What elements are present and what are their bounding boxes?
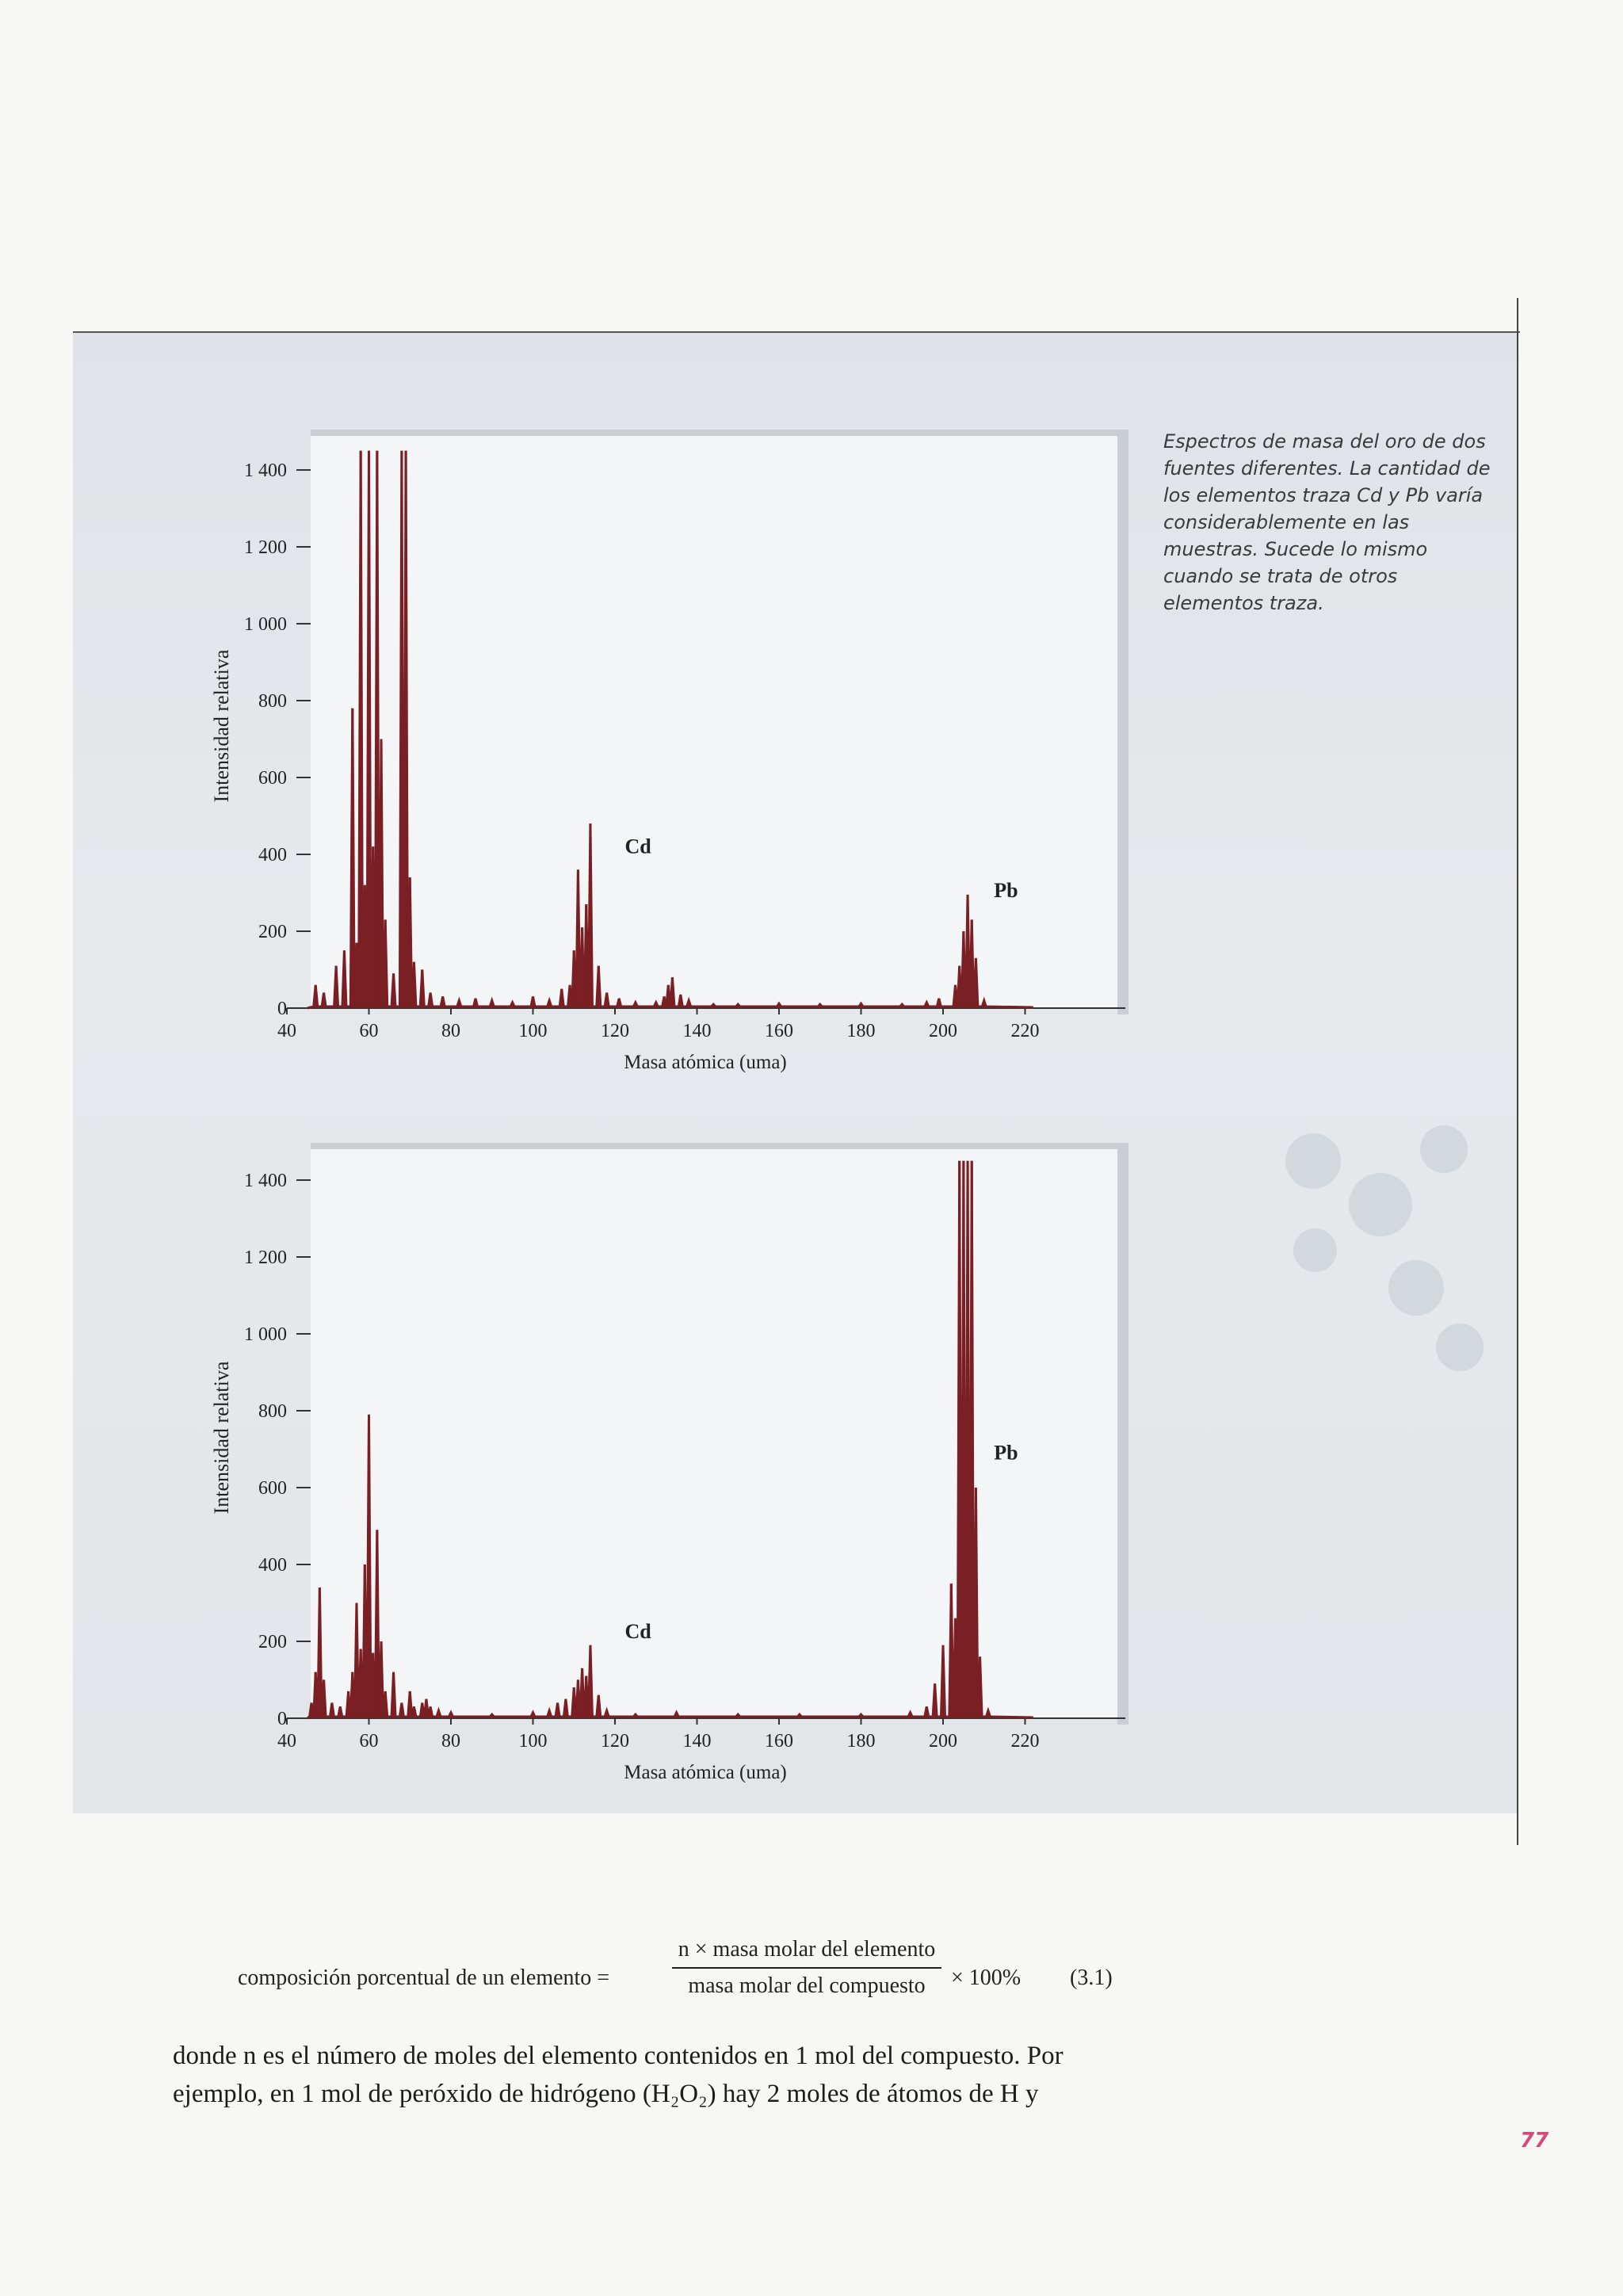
x-tick-label: 200 [929,1021,957,1041]
plot-frame-edge [1117,436,1128,1014]
y-tick-label: 800 [258,1401,287,1422]
y-tick-label: 1 400 [244,460,287,481]
body-line: donde n es el número de moles del elemento contenidos en 1 mol del compuesto. Por [173,2042,1064,2070]
y-tick-label: 200 [258,922,287,942]
x-tick-label: 100 [518,1731,548,1752]
equation-number: (3.1) [1070,1966,1113,1990]
chart-gold-source-1 [210,430,1128,1073]
x-tick-label: 180 [846,1021,876,1041]
chart-gold-source-2 [210,1143,1128,1783]
x-tick-label: 60 [359,1731,379,1752]
x-tick-label: 180 [846,1731,876,1752]
plot-area [311,1149,1117,1718]
x-tick-label: 160 [765,1021,793,1041]
x-tick-label: 100 [518,1021,548,1041]
peak-annotation: Pb [994,879,1018,903]
equation-lhs: composición porcentual de un elemento = [238,1966,610,1990]
x-tick-label: 200 [929,1731,957,1752]
y-tick-label: 1 200 [244,1247,287,1268]
y-tick-label: 1 000 [244,1324,287,1345]
x-tick-label: 140 [682,1731,712,1752]
x-tick-label: 60 [359,1021,379,1041]
x-tick-label: 140 [682,1021,712,1041]
equation-fraction [672,1934,941,2002]
y-tick-label: 600 [258,768,287,789]
equation-numerator: n × masa molar del elemento [678,1937,936,1962]
body-line: ejemplo, en 1 mol de peróxido de hidrógeno (H₂O₂) hay 2 moles de átomos de H y [173,2080,1039,2108]
equation-rhs: × 100% [951,1966,1022,1990]
y-tick-label: 0 [277,1709,287,1729]
plot-frame-edge [311,430,1128,436]
y-axis-label: Intensidad relativa [210,649,233,803]
y-tick-label: 200 [258,1632,287,1652]
body-paragraph [173,2037,1124,2113]
y-tick-label: 600 [258,1478,287,1499]
x-tick-label: 220 [1010,1021,1040,1041]
x-tick-label: 220 [1010,1731,1040,1752]
equation-denominator: masa molar del compuesto [688,1973,926,1998]
x-tick-label: 80 [441,1021,460,1041]
x-tick-label: 160 [765,1731,793,1752]
y-axis-label: Intensidad relativa [210,1361,233,1515]
y-tick-label: 400 [258,1555,287,1576]
x-axis-label: Masa atómica (uma) [624,1052,787,1073]
peak-annotation: Cd [624,835,651,858]
plot-area [311,436,1117,1008]
y-tick-label: 800 [258,691,287,712]
fraction-bar [672,1967,941,1969]
y-tick-label: 1 000 [244,614,287,635]
y-tick-label: 1 200 [244,537,287,558]
plot-frame-edge [311,1143,1128,1149]
x-tick-label: 120 [601,1021,629,1041]
x-tick-label: 120 [601,1731,629,1752]
figure-caption: Espectros de masa del oro de dos fuentes diferentes. La cantidad de los elementos traza Cd y Pb varía considerablemente en las muestras. Sucede lo mismo cuando se trata de otros elementos traza. [1163,430,1491,614]
plot-frame-edge [1117,1149,1128,1725]
x-axis-label: Masa atómica (uma) [624,1762,787,1783]
y-tick-label: 1 400 [244,1171,287,1191]
y-tick-label: 400 [258,845,287,865]
x-tick-label: 40 [277,1731,296,1752]
y-tick-label: 0 [277,999,287,1019]
page-number: 77 [1520,2129,1549,2153]
peak-annotation: Pb [994,1441,1018,1465]
peak-annotation: Cd [624,1619,651,1643]
x-tick-label: 40 [277,1021,296,1041]
percent-composition-equation [238,1934,1189,2021]
x-tick-label: 80 [441,1731,460,1752]
